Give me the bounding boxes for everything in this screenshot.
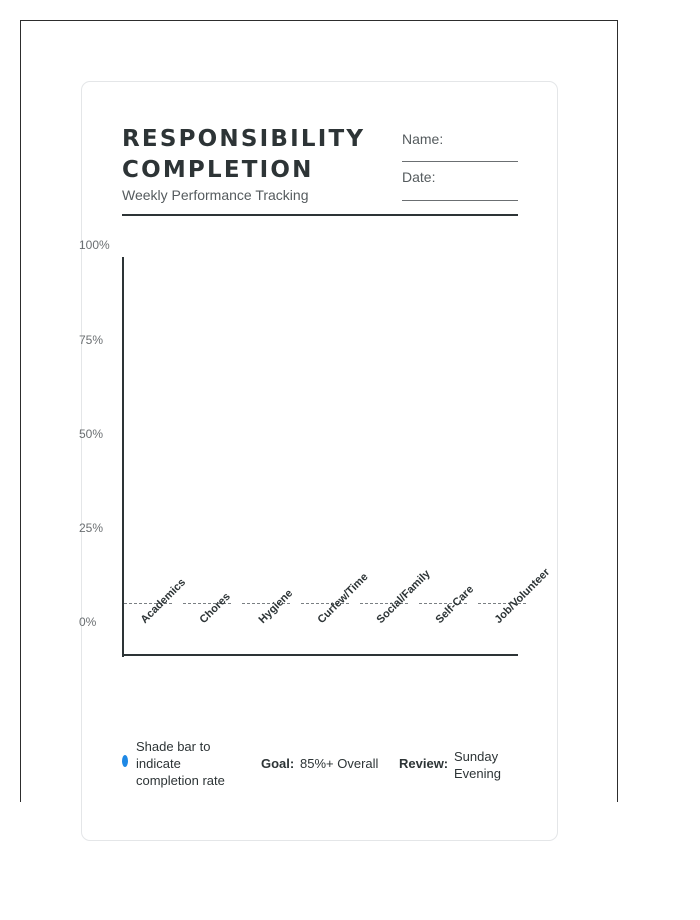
category-label: Hygiene bbox=[256, 587, 296, 626]
category-label: Chores bbox=[197, 590, 233, 626]
goal-label: Goal: bbox=[261, 756, 295, 771]
x-axis bbox=[122, 654, 518, 656]
review-label: Review: bbox=[399, 756, 449, 771]
name-underline bbox=[402, 161, 518, 162]
page-title bbox=[122, 124, 365, 186]
page-subtitle: Weekly Performance Tracking bbox=[122, 187, 309, 203]
ytick-50: 50% bbox=[79, 427, 104, 441]
y-axis bbox=[122, 257, 124, 657]
date-underline bbox=[402, 200, 518, 201]
legend-shade-text: Shade bar to indicate completion rate bbox=[136, 739, 225, 788]
ytick-75: 75% bbox=[79, 333, 104, 347]
date-label: Date: bbox=[402, 169, 436, 185]
name-label: Name: bbox=[402, 131, 444, 147]
title-line-1: RESPONSIBILITY bbox=[122, 126, 366, 152]
ytick-0: 0% bbox=[79, 615, 97, 629]
ytick-25: 25% bbox=[79, 521, 104, 535]
date-field[interactable] bbox=[402, 169, 518, 185]
ytick-100: 100% bbox=[79, 238, 110, 252]
category-label: Self-Care bbox=[433, 583, 477, 626]
category-label: Academics bbox=[138, 576, 189, 626]
category-label: Social/Family bbox=[374, 567, 433, 626]
review-value: Sunday Evening bbox=[454, 749, 501, 781]
category-label: Curfew/Time bbox=[315, 570, 371, 626]
goal-value: 85%+ Overall bbox=[300, 756, 379, 771]
name-field[interactable] bbox=[402, 131, 518, 147]
legend bbox=[122, 738, 522, 788]
legend-dot-icon bbox=[122, 755, 128, 767]
title-line-2: COMPLETION bbox=[122, 157, 314, 183]
category-label: Job/Volunteer bbox=[492, 566, 553, 626]
header-divider bbox=[122, 214, 518, 216]
